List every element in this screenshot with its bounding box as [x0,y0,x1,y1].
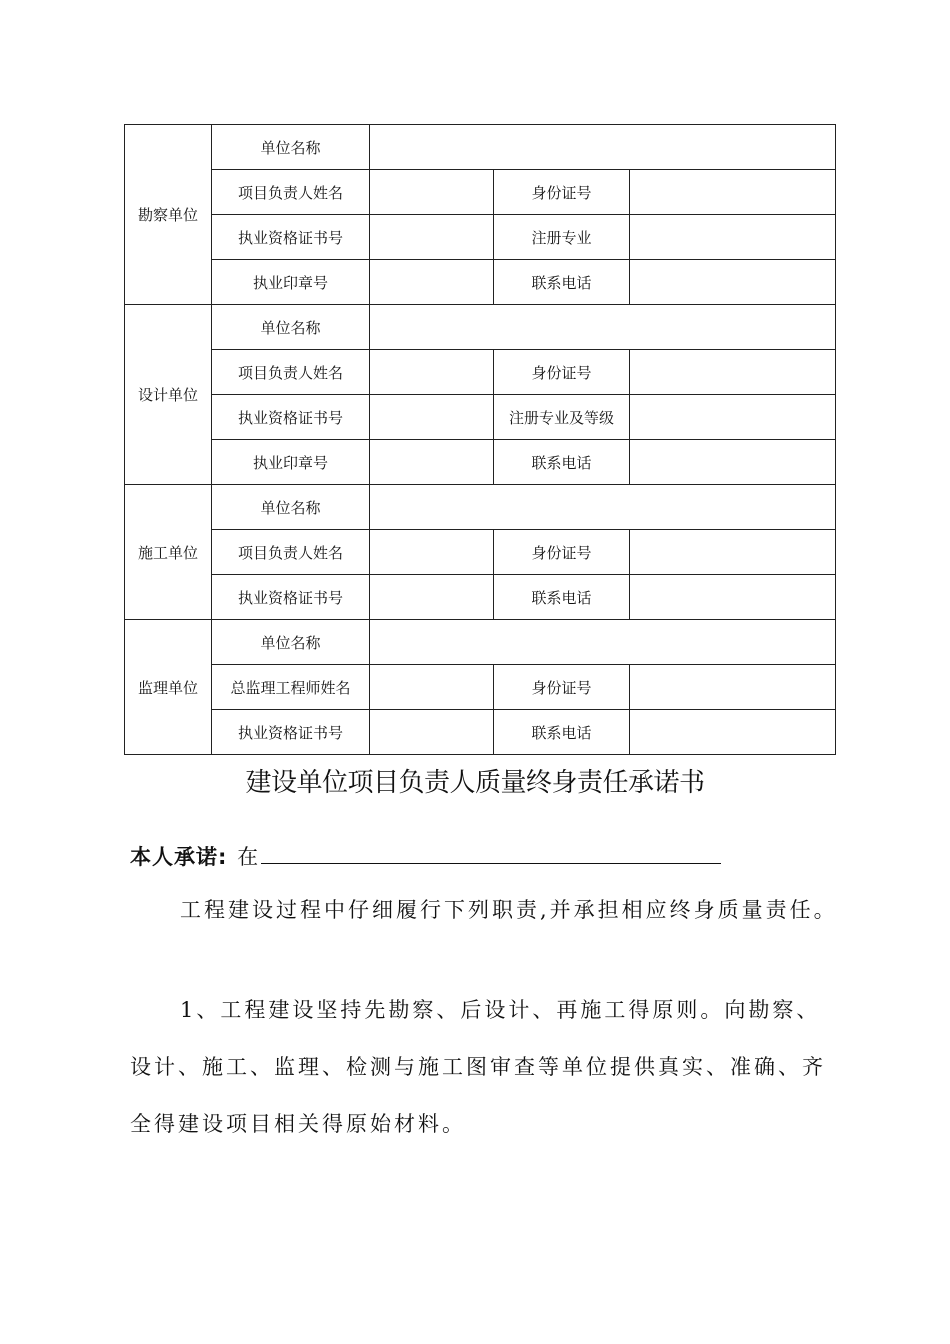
paragraph-item-1: 1、工程建设坚持先勘察、后设计、再施工得原则。向勘察、设计、施工、监理、检测与施工图审查等单位提供真实、准确、齐全得建设项目相关得原始材料。 [130,998,826,1136]
id-number-field[interactable] [630,665,836,710]
unit-name-field[interactable] [370,620,836,665]
table-row [125,665,836,710]
field-label: 执业资格证书号 [212,395,370,440]
table-row [125,215,836,260]
table-row [125,530,836,575]
field-label: 身份证号 [494,350,630,395]
field-label: 身份证号 [494,665,630,710]
phone-field[interactable] [630,710,836,755]
responsibility-form-table [124,124,836,755]
phone-field[interactable] [630,440,836,485]
field-label: 执业资格证书号 [212,710,370,755]
paragraph-duties: 工程建设过程中仔细履行下列职责,并承担相应终身质量责任。 [180,898,838,922]
table-row [125,575,836,620]
unit-type-cell: 勘察单位 [125,125,212,305]
table-row [125,710,836,755]
leader-name-field[interactable] [370,530,494,575]
id-number-field[interactable] [630,170,836,215]
cert-number-field[interactable] [370,395,494,440]
seal-number-field[interactable] [370,260,494,305]
field-label: 单位名称 [212,620,370,665]
field-label: 执业资格证书号 [212,215,370,260]
cert-number-field[interactable] [370,575,494,620]
table-row [125,125,836,170]
table-row [125,305,836,350]
field-label: 总监理工程师姓名 [212,665,370,710]
unit-name-field[interactable] [370,305,836,350]
field-label: 身份证号 [494,530,630,575]
table-row [125,350,836,395]
field-label: 注册专业 [494,215,630,260]
field-label: 注册专业及等级 [494,395,630,440]
field-label: 联系电话 [494,260,630,305]
unit-type-cell: 监理单位 [125,620,212,755]
field-label: 项目负责人姓名 [212,350,370,395]
table-row [125,440,836,485]
pledge-line [130,829,844,886]
cert-number-field[interactable] [370,710,494,755]
id-number-field[interactable] [630,350,836,395]
field-label: 联系电话 [494,440,630,485]
field-label: 联系电话 [494,710,630,755]
major-field[interactable] [630,215,836,260]
field-label: 单位名称 [212,485,370,530]
field-label: 身份证号 [494,170,630,215]
table-row [125,485,836,530]
field-label: 执业资格证书号 [212,575,370,620]
leader-name-field[interactable] [370,350,494,395]
field-label: 单位名称 [212,305,370,350]
major-grade-field[interactable] [630,395,836,440]
field-label: 单位名称 [212,125,370,170]
cert-number-field[interactable] [370,215,494,260]
leader-name-field[interactable] [370,170,494,215]
unit-name-field[interactable] [370,125,836,170]
field-label: 联系电话 [494,575,630,620]
phone-field[interactable] [630,260,836,305]
table-row [125,620,836,665]
pledge-prefix: 本人承诺: [130,845,228,869]
phone-field[interactable] [630,575,836,620]
unit-type-cell: 施工单位 [125,485,212,620]
field-label: 项目负责人姓名 [212,170,370,215]
id-number-field[interactable] [630,530,836,575]
table-row [125,260,836,305]
table-row [125,395,836,440]
table-row [125,170,836,215]
field-label: 执业印章号 [212,260,370,305]
unit-name-field[interactable] [370,485,836,530]
chief-supervisor-name-field[interactable] [370,665,494,710]
pledge-at: 在 [227,845,262,869]
unit-type-cell: 设计单位 [125,305,212,485]
seal-number-field[interactable] [370,440,494,485]
project-name-blank[interactable] [261,841,721,864]
document-title: 建设单位项目负责人质量终身责任承诺书 [245,768,705,798]
field-label: 执业印章号 [212,440,370,485]
field-label: 项目负责人姓名 [212,530,370,575]
